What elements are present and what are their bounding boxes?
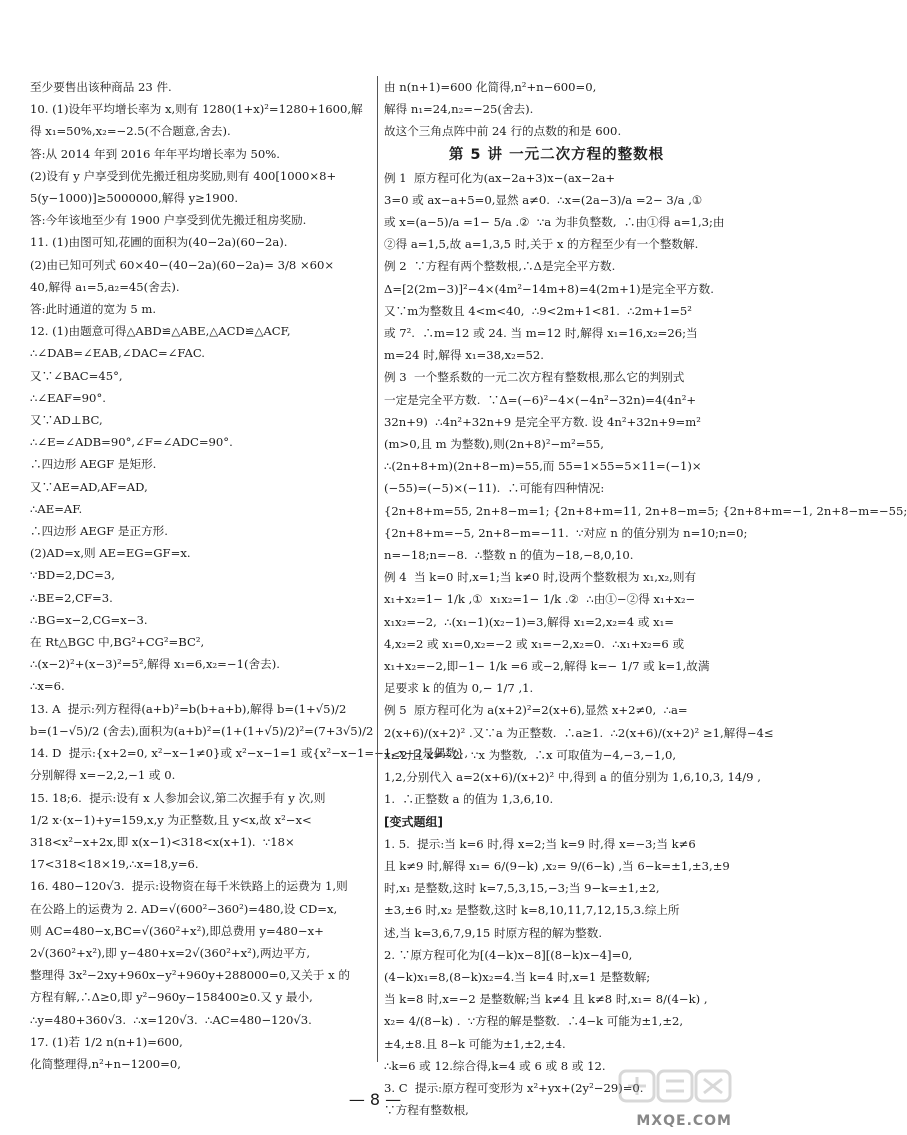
- text-line: (4−k)x₁=8,(8−k)x₂=4.当 k=4 时,x=1 是整数解;: [384, 969, 651, 984]
- text-line: 在 Rt△BGC 中,BG²+CG²=BC²,: [30, 635, 205, 650]
- text-line: 4,x₂=2 或 x₁=0,x₂=−2 或 x₁=−2,x₂=0. ∴x₁+x₂=6 或: [384, 636, 685, 651]
- text-line: 2(x+6)/(x+2)² .又∵a 为正整数. ∴a≥1. ∴2(x+6)/(x+2)² ≥1,解得−4≤: [384, 725, 774, 740]
- text-line: 化简整理得,n²+n−1200=0,: [30, 1056, 181, 1071]
- text-line: 1/2 x·(x−1)+y=159,x,y 为正整数,且 y<x,故 x²−x<: [30, 812, 312, 827]
- text-line: ∵方程有整数根,: [384, 1103, 469, 1118]
- text-line: ∴(2n+8+m)(2n+8−m)=55,而 55=1×55=5×11=(−1)×: [384, 459, 702, 474]
- text-line: 17. (1)若 1/2 n(n+1)=600,: [30, 1034, 183, 1049]
- text-line: 3. C 提示:原方程可变形为 x²+yx+(2y²−29)=0.: [384, 1080, 644, 1095]
- text-line: ∴∠DAB=∠EAB,∠DAC=∠FAC.: [30, 346, 205, 361]
- text-line: 足要求 k 的值为 0,− 1/7 ,1.: [384, 681, 534, 696]
- text-line: 40,解得 a₁=5,a₂=45(舍去).: [30, 279, 180, 294]
- text-line: 又∵AD⊥BC,: [30, 413, 103, 428]
- text-line: 32n+9) ∴4n²+32n+9 是完全平方数. 设 4n²+32n+9=m²: [384, 414, 701, 429]
- text-line: ∴四边形 AEGF 是正方形.: [30, 524, 168, 539]
- text-line: 17<318<18×19,∴x=18,y=6.: [30, 857, 199, 872]
- text-line: ②得 a=1,5,故 a=1,3,5 时,关于 x 的方程至少有一个整数解.: [384, 237, 699, 252]
- text-line: 当 k=8 时,x=−2 是整数解;当 k≠4 且 k≠8 时,x₁= 8/(4−k) ,: [384, 992, 708, 1007]
- text-line: ∴k=6 或 12.综合得,k=4 或 6 或 8 或 12.: [384, 1058, 606, 1073]
- text-line: {2n+8+m=−5, 2n+8−m=−11. ∵对应 n 的值分别为 n=10;n=0;: [384, 525, 748, 540]
- text-line: 1. ∴正整数 a 的值为 1,3,6,10.: [384, 792, 554, 807]
- text-line: ∴四边形 AEGF 是矩形.: [30, 457, 157, 472]
- text-line: 得 x₁=50%,x₂=−2.5(不合题意,舍去).: [30, 124, 231, 139]
- text-line: b=(1−√5)/2 (舍去),面积为(a+b)²=(1+(1+√5)/2)²=(7+3√5)/2: [30, 723, 374, 738]
- text-line: ∴∠EAF=90°.: [30, 390, 106, 405]
- text-line: x₁+x₂=1− 1/k ,① x₁x₂=1− 1/k .② ∴由①−②得 x₁+x₂−: [384, 592, 696, 607]
- text-line: 至少要售出该种商品 23 件.: [30, 80, 172, 94]
- text-line: 解得 n₁=24,n₂=−25(舍去).: [384, 102, 534, 117]
- text-line: 一定是完全平方数. ∵Δ=(−6)²−4×(−4n²−32n)=4(4n²+: [384, 392, 697, 407]
- text-line: 12. (1)由题意可得△ABD≌△ABE,△ACD≌△ACF,: [30, 324, 291, 339]
- text-line: x₂= 4/(8−k) . ∵方程的解是整数. ∴4−k 可能为±1,±2,: [384, 1014, 684, 1029]
- text-line: 11. (1)由图可知,花圃的面积为(40−2a)(60−2a).: [30, 235, 288, 250]
- text-line: x≤2,且 x≠−2. ∵x 为整数, ∴x 可取值为−4,−3,−1,0,: [384, 747, 677, 762]
- text-line: 述,当 k=3,6,7,9,15 时原方程的解为整数.: [384, 925, 603, 940]
- text-line: 5(y−1000)]≥5000000,解得 y≥1900.: [30, 191, 239, 206]
- text-line: 由 n(n+1)=600 化简得,n²+n−600=0,: [384, 80, 597, 94]
- text-line: 10. (1)设年平均增长率为 x,则有 1280(1+x)²=1280+1600,解: [30, 102, 363, 117]
- text-line: (m>0,且 m 为整数),则(2n+8)²−m²=55,: [384, 437, 604, 452]
- text-line: (2)由已知可列式 60×40−(40−2a)(60−2a)= 3/8 ×60×: [30, 257, 335, 272]
- text-line: ∴AE=AF.: [30, 501, 83, 516]
- text-line: 答:从 2014 年到 2016 年年平均增长率为 50%.: [30, 146, 280, 161]
- text-line: 13. A 提示:列方程得(a+b)²=b(b+a+b),解得 b=(1+√5)/2: [30, 701, 347, 716]
- text-line: ∴BG=x−2,CG=x−3.: [30, 612, 148, 627]
- text-line: 1,2,分别代入 a=2(x+6)/(x+2)² 中,得到 a 的值分别为 1,6,10,3, 14/9 ,: [384, 770, 761, 785]
- text-line: 或 x=(a−5)/a =1− 5/a .② ∵a 为非负整数, ∴由①得 a=1,3;由: [384, 215, 725, 230]
- text-line: 例 3 一个整系数的一元二次方程有整数根,那么它的判别式: [384, 370, 685, 385]
- text-line: 答:今年该地至少有 1900 户享受到优先搬迁租房奖励.: [30, 213, 307, 228]
- watermark-text: MXQE.COM: [636, 1113, 732, 1129]
- variant-group-heading: [变式题组]: [384, 814, 443, 829]
- text-line: 又∵AE=AD,AF=AD,: [30, 479, 148, 494]
- text-line: ±4,±8.且 8−k 可能为±1,±2,±4.: [384, 1036, 566, 1051]
- text-line: 14. D 提示:{x+2=0, x²−x−1≠0}或 x²−x−1=1 或{x²−x−1=−1, x+2是偶数},: [30, 746, 469, 761]
- text-line: 故这个三角点阵中前 24 行的点数的和是 600.: [384, 124, 622, 139]
- text-line: 例 2 ∵方程有两个整数根,∴Δ是完全平方数.: [384, 259, 616, 274]
- text-line: ±3,±6 时,x₂ 是整数,这时 k=8,10,11,7,12,15,3.综上所: [384, 903, 680, 918]
- text-line: 2. ∵原方程可化为[(4−k)x−8][(8−k)x−4]=0,: [384, 947, 633, 962]
- text-line: 答:此时通道的宽为 5 m.: [30, 302, 157, 317]
- column-divider: [377, 76, 378, 1062]
- text-line: ∴x=6.: [30, 679, 65, 694]
- text-line: ∴∠E=∠ADB=90°,∠F=∠ADC=90°.: [30, 435, 233, 450]
- text-line: 15. 18;6. 提示:设有 x 人参加会议,第二次握手有 y 次,则: [30, 790, 326, 805]
- text-line: x₁+x₂=−2,即−1− 1/k =6 或−2,解得 k=− 1/7 或 k=1,故满: [384, 659, 710, 674]
- text-line: 整理得 3x²−2xy+960x−y²+960y+288000=0,又关于 x 的: [30, 968, 350, 983]
- text-line: ∴BE=2,CF=3.: [30, 590, 113, 605]
- text-line: 1. 5. 提示:当 k=6 时,得 x=2;当 k=9 时,得 x=−3;当 k≠6: [384, 836, 696, 851]
- text-line: (2)AD=x,则 AE=EG=GF=x.: [30, 546, 191, 561]
- text-line: Δ=[2(2m−3)]²−4×(4m²−14m+8)=4(2m+1)是完全平方数.: [384, 281, 714, 296]
- text-line: 时,x₁ 是整数,这时 k=7,5,3,15,−3;当 9−k=±1,±2,: [384, 881, 660, 896]
- text-line: 2√(360²+x²),即 y−480+x=2√(360²+x²),两边平方,: [30, 945, 311, 960]
- text-line: 方程有解,∴Δ≥0,即 y²−960y−158400≥0.又 y 最小,: [30, 990, 313, 1005]
- text-line: 318<x²−x+2x,即 x(x−1)<318<x(x+1). ∵18×: [30, 834, 295, 849]
- text-line: m=24 时,解得 x₁=38,x₂=52.: [384, 348, 544, 363]
- text-line: ∴y=480+360√3. ∴x=120√3. ∴AC=480−120√3.: [30, 1012, 312, 1027]
- text-line: (−55)=(−5)×(−11). ∴可能有四种情况:: [384, 481, 605, 496]
- text-line: 又∵m为整数且 4<m<40, ∴9<2m+1<81. ∴2m+1=5²: [384, 303, 692, 318]
- text-line: 或 7². ∴m=12 或 24. 当 m=12 时,解得 x₁=16,x₂=26;当: [384, 326, 698, 341]
- text-line: {2n+8+m=55, 2n+8−m=1; {2n+8+m=11, 2n+8−m=5; {2n+8+m=−1, 2n+8−m=−55;: [384, 503, 907, 518]
- text-line: ∵BD=2,DC=3,: [30, 568, 115, 583]
- text-line: 则 AC=480−x,BC=√(360²+x²),即总费用 y=480−x+: [30, 923, 324, 938]
- text-line: 16. 480−120√3. 提示:设物资在每千米铁路上的运费为 1,则: [30, 879, 348, 894]
- text-line: 例 5 原方程可化为 a(x+2)²=2(x+6),显然 x+2≠0, ∴a=: [384, 703, 688, 718]
- text-line: 分别解得 x=−2,2,−1 或 0.: [30, 768, 176, 783]
- text-line: (2)设有 y 户享受到优先搬迁租房奖励,则有 400[1000×8+: [30, 168, 337, 183]
- text-line: x₁x₂=−2, ∴(x₁−1)(x₂−1)=3,解得 x₁=2,x₂=4 或 x₁=: [384, 614, 675, 629]
- text-line: 3=0 或 ax−a+5=0,显然 a≠0. ∴x=(2a−3)/a =2− 3/a ,①: [384, 192, 703, 207]
- section-title: 第 5 讲 一元二次方程的整数根: [448, 146, 665, 163]
- text-line: 例 1 原方程可化为(ax−2a+3)x−(ax−2a+: [384, 170, 616, 185]
- text-line: 例 4 当 k=0 时,x=1;当 k≠0 时,设两个整数根为 x₁,x₂,则有: [384, 570, 697, 585]
- text-line: 又∵∠BAC=45°,: [30, 368, 123, 383]
- text-line: 且 k≠9 时,解得 x₁= 6/(9−k) ,x₂= 9/(6−k) ,当 6−k=±1,±3,±9: [384, 858, 730, 873]
- page-number: — 8 —: [348, 1090, 402, 1109]
- text-line: ∴(x−2)²+(x−3)²=5²,解得 x₁=6,x₂=−1(舍去).: [30, 657, 280, 672]
- text-line: 在公路上的运费为 2. AD=√(600²−360²)=480,设 CD=x,: [30, 901, 338, 916]
- text-line: n=−18;n=−8. ∴整数 n 的值为−18,−8,0,10.: [384, 548, 634, 563]
